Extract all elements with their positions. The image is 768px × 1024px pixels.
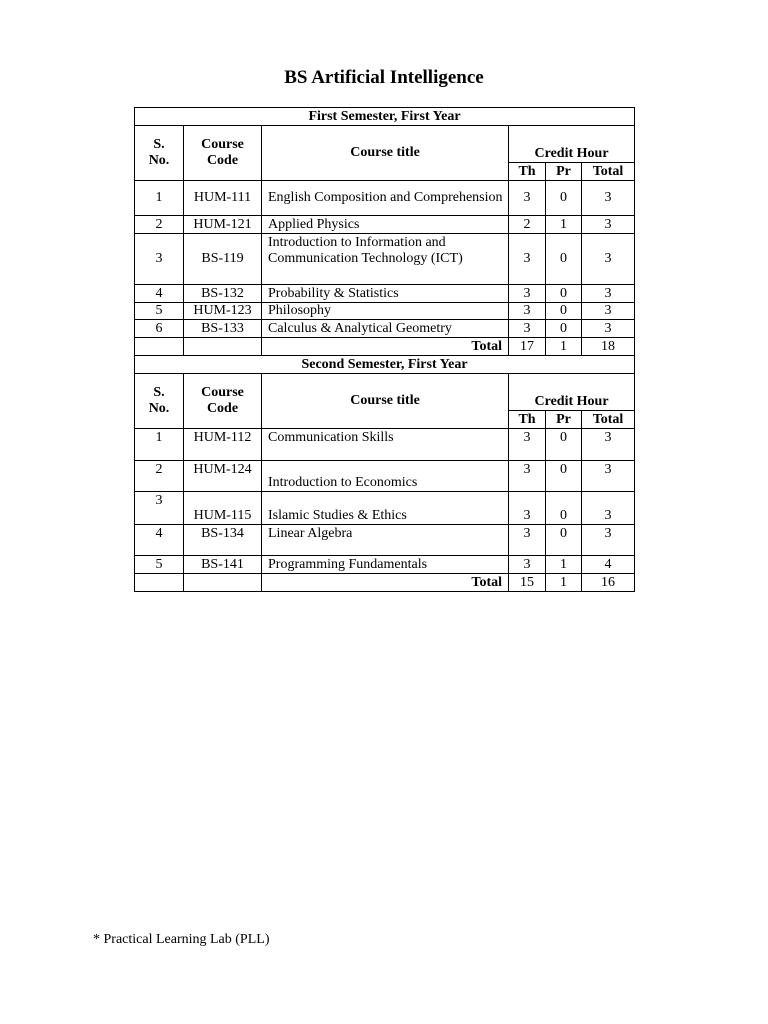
footnote: * Practical Learning Lab (PLL) — [93, 932, 270, 947]
pr-header: Pr — [546, 163, 582, 181]
course-title-cell: Islamic Studies & Ethics — [262, 492, 509, 525]
sno-header-line1: S. — [153, 385, 165, 400]
th-cell: 3 — [509, 556, 546, 574]
total-total-cell: 16 — [582, 574, 635, 592]
empty-cell — [184, 574, 262, 592]
th-cell: 3 — [509, 320, 546, 338]
total-pr-cell: 1 — [546, 574, 582, 592]
pr-cell: 0 — [546, 234, 582, 285]
table-row — [135, 492, 635, 525]
pr-cell: 0 — [546, 461, 582, 492]
sno-cell: 4 — [135, 285, 184, 303]
code-header-line2: Code — [206, 153, 239, 168]
pr-cell: 0 — [546, 492, 582, 525]
course-code-header — [184, 374, 262, 429]
table-row — [135, 216, 635, 234]
sno-cell: 5 — [135, 303, 184, 320]
sno-header-line1: S. — [153, 137, 165, 152]
total-cell: 3 — [582, 461, 635, 492]
pr-cell: 1 — [546, 216, 582, 234]
course-code-cell: HUM-123 — [184, 303, 262, 320]
course-code-cell: HUM-121 — [184, 216, 262, 234]
th-cell: 3 — [509, 285, 546, 303]
total-total-cell: 18 — [582, 338, 635, 356]
table-row — [135, 303, 635, 320]
course-code-cell: BS-132 — [184, 285, 262, 303]
course-title-cell: Introduction to Information and Communication Technology (ICT) — [262, 234, 509, 285]
total-header: Total — [582, 163, 635, 181]
pr-cell: 0 — [546, 429, 582, 461]
total-label: Total — [262, 338, 509, 356]
sno-header — [135, 374, 184, 429]
code-header-line2: Code — [206, 401, 239, 416]
course-code-cell: HUM-112 — [184, 429, 262, 461]
column-header-row — [135, 126, 635, 163]
table-row — [135, 525, 635, 556]
course-title-cell: Philosophy — [262, 303, 509, 320]
th-cell: 3 — [509, 303, 546, 320]
code-header-line1: Course — [201, 137, 244, 152]
total-cell: 3 — [582, 216, 635, 234]
pr-cell: 1 — [546, 556, 582, 574]
table-row — [135, 320, 635, 338]
table-row — [135, 285, 635, 303]
column-header-row — [135, 374, 635, 411]
total-cell: 3 — [582, 525, 635, 556]
sno-cell: 6 — [135, 320, 184, 338]
total-cell: 3 — [582, 492, 635, 525]
sno-cell: 3 — [135, 234, 184, 285]
th-cell: 3 — [509, 181, 546, 216]
course-code-cell: BS-141 — [184, 556, 262, 574]
th-cell: 3 — [509, 461, 546, 492]
total-cell: 3 — [582, 320, 635, 338]
th-cell: 3 — [509, 234, 546, 285]
course-title-cell: Applied Physics — [262, 216, 509, 234]
sno-cell: 5 — [135, 556, 184, 574]
course-code-cell: BS-119 — [184, 234, 262, 285]
total-cell: 4 — [582, 556, 635, 574]
pr-cell: 0 — [546, 285, 582, 303]
course-code-cell: BS-133 — [184, 320, 262, 338]
empty-cell — [135, 338, 184, 356]
semester-heading: First Semester, First Year — [135, 108, 635, 126]
course-title-cell: Probability & Statistics — [262, 285, 509, 303]
th-cell: 3 — [509, 492, 546, 525]
total-th-cell: 15 — [509, 574, 546, 592]
sno-cell: 1 — [135, 429, 184, 461]
sno-cell: 4 — [135, 525, 184, 556]
sno-cell: 2 — [135, 216, 184, 234]
table-row — [135, 181, 635, 216]
total-header: Total — [582, 411, 635, 429]
course-code-cell: BS-134 — [184, 525, 262, 556]
credit-hour-header: Credit Hour — [509, 126, 635, 163]
total-cell: 3 — [582, 285, 635, 303]
total-cell: 3 — [582, 234, 635, 285]
semester-heading-row — [135, 356, 635, 374]
semester-total-row — [135, 574, 635, 592]
total-cell: 3 — [582, 429, 635, 461]
pr-cell: 0 — [546, 320, 582, 338]
total-cell: 3 — [582, 303, 635, 320]
total-cell: 3 — [582, 181, 635, 216]
course-code-cell: HUM-115 — [184, 492, 262, 525]
semester-total-row — [135, 338, 635, 356]
sno-cell: 3 — [135, 492, 184, 525]
th-cell: 2 — [509, 216, 546, 234]
table-row — [135, 429, 635, 461]
sno-header-line2: No. — [148, 153, 170, 168]
th-cell: 3 — [509, 429, 546, 461]
pr-header: Pr — [546, 411, 582, 429]
course-title-header: Course title — [262, 374, 509, 429]
th-header: Th — [509, 163, 546, 181]
course-title-cell: Communication Skills — [262, 429, 509, 461]
th-cell: 3 — [509, 525, 546, 556]
course-title-header: Course title — [262, 126, 509, 181]
total-pr-cell: 1 — [546, 338, 582, 356]
table-row — [135, 461, 635, 492]
course-title-cell: Introduction to Economics — [262, 461, 509, 492]
course-title-cell: English Composition and Comprehension — [262, 181, 509, 216]
course-title-cell: Calculus & Analytical Geometry — [262, 320, 509, 338]
course-code-header — [184, 126, 262, 181]
course-title-cell: Programming Fundamentals — [262, 556, 509, 574]
semester-heading: Second Semester, First Year — [135, 356, 635, 374]
pr-cell: 0 — [546, 303, 582, 320]
sno-header-line2: No. — [148, 401, 170, 416]
table-row — [135, 234, 635, 285]
table-row — [135, 556, 635, 574]
sno-cell: 1 — [135, 181, 184, 216]
credit-hour-header: Credit Hour — [509, 374, 635, 411]
th-header: Th — [509, 411, 546, 429]
total-label: Total — [262, 574, 509, 592]
course-code-cell: HUM-124 — [184, 461, 262, 492]
empty-cell — [135, 574, 184, 592]
sno-cell: 2 — [135, 461, 184, 492]
pr-cell: 0 — [546, 181, 582, 216]
document-title: BS Artificial Intelligence — [284, 67, 484, 88]
semester-heading-row — [135, 108, 635, 126]
empty-cell — [184, 338, 262, 356]
pr-cell: 0 — [546, 525, 582, 556]
curriculum-table — [134, 107, 635, 592]
course-title-cell: Linear Algebra — [262, 525, 509, 556]
total-th-cell: 17 — [509, 338, 546, 356]
course-code-cell: HUM-111 — [184, 181, 262, 216]
code-header-line1: Course — [201, 385, 244, 400]
sno-header — [135, 126, 184, 181]
